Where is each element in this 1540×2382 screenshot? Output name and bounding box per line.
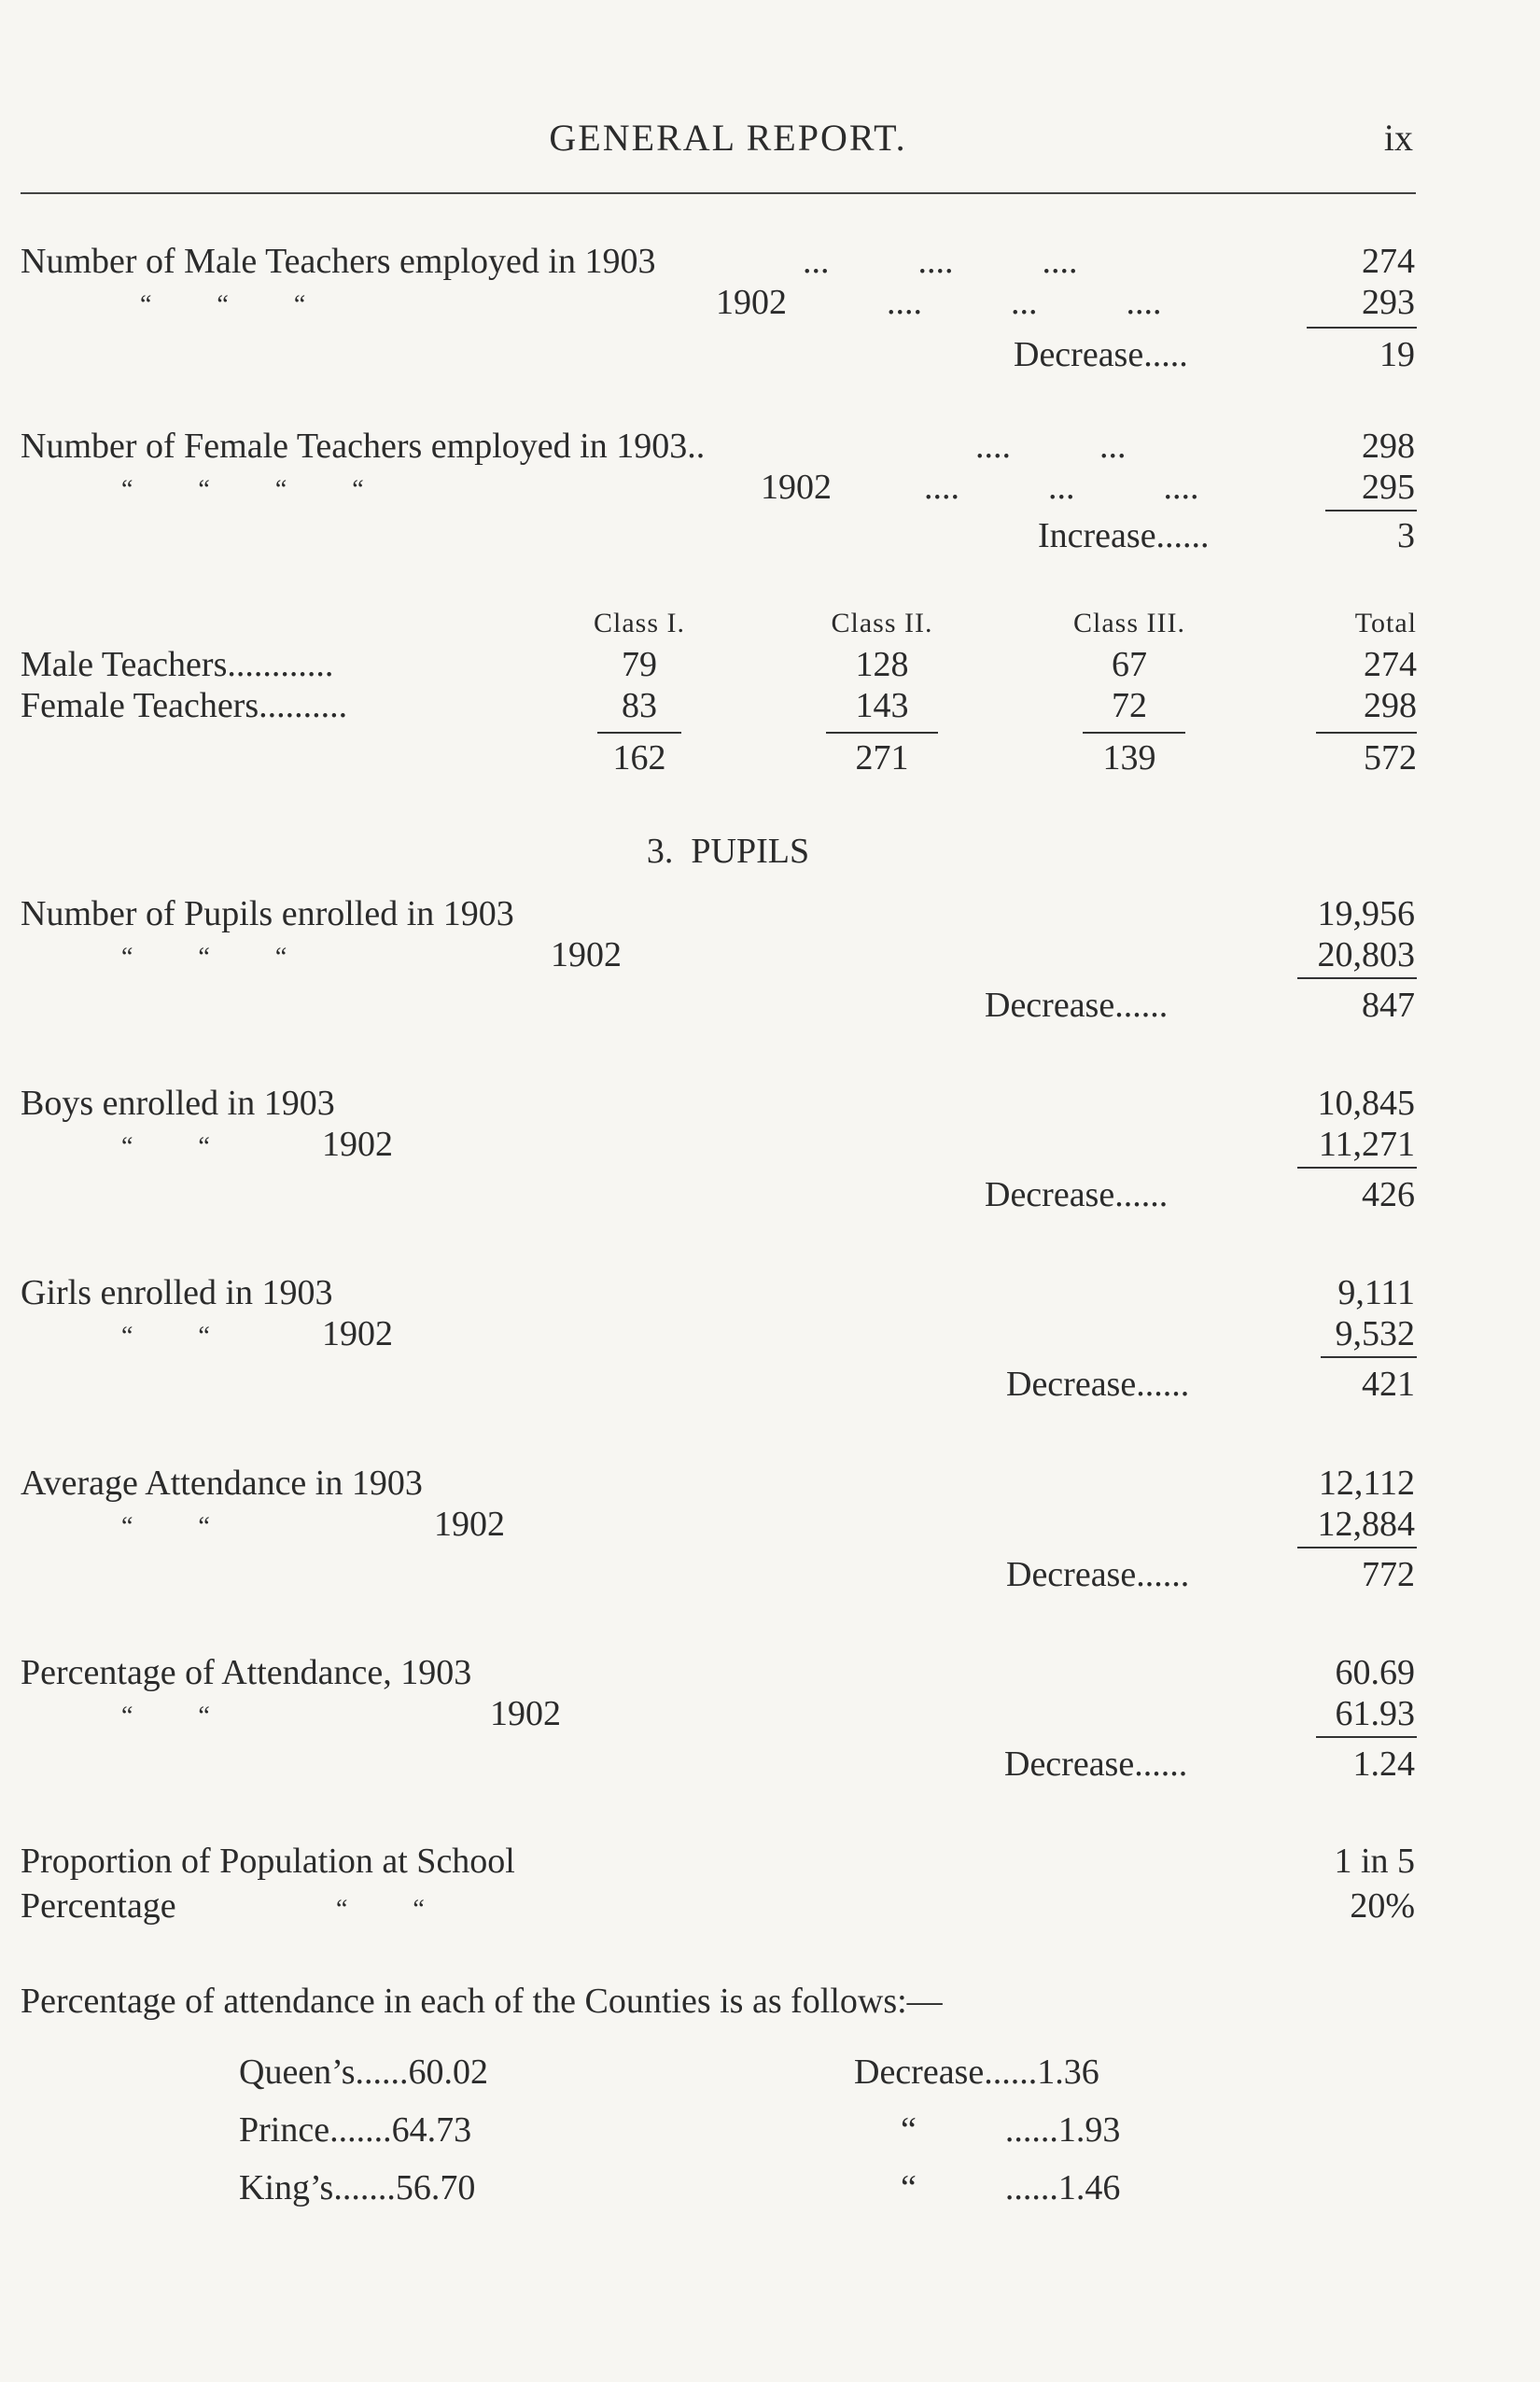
class-row-male-label: Male Teachers............ xyxy=(21,645,334,684)
pupil-row-1902-value: 11,271 xyxy=(1318,1125,1415,1164)
pupil-row-1902-year: 1902 xyxy=(322,1125,393,1164)
pupil-row-1902-year: 1902 xyxy=(490,1694,561,1733)
county-kings-change: “ ......1.46 xyxy=(901,2168,1121,2207)
pupil-row-1903-value: 19,956 xyxy=(1317,894,1415,933)
pupil-row-ditto: “ “ xyxy=(121,1132,210,1161)
male-teachers-decrease-label: Decrease..... xyxy=(1014,335,1188,374)
county-queens: Queen’s......60.02 xyxy=(239,2053,489,2092)
pupil-row-1903-label: Girls enrolled in 1903 xyxy=(21,1273,333,1312)
class-row-male-total: 274 xyxy=(1364,645,1417,684)
pupil-row-sum-rule xyxy=(1316,1736,1417,1738)
class-total-c3: 139 xyxy=(1102,738,1156,778)
pupil-row-sum-rule xyxy=(1321,1356,1417,1358)
population-percentage-ditto: “ “ xyxy=(336,1895,425,1924)
pupil-row-ditto: “ “ xyxy=(121,1512,210,1541)
pupil-row-decrease-label: Decrease...... xyxy=(1006,1555,1190,1594)
class-header-2: Class II. xyxy=(831,608,933,638)
pupil-row-sum-rule xyxy=(1297,1167,1417,1169)
pupil-row-1902-year: 1902 xyxy=(551,935,622,974)
pupil-row-decrease-value: 772 xyxy=(1362,1555,1415,1594)
pupil-row-1902-value: 12,884 xyxy=(1317,1505,1415,1544)
county-kings: King’s.......56.70 xyxy=(239,2168,476,2207)
male-teachers-decrease-value: 19 xyxy=(1379,335,1415,374)
class-row-male-c1: 79 xyxy=(622,645,657,684)
male-teachers-sum-rule xyxy=(1307,327,1417,329)
class-total-c2: 271 xyxy=(855,738,909,778)
pupil-row-1903-label: Boys enrolled in 1903 xyxy=(21,1084,335,1123)
pupil-row-ditto: “ “ xyxy=(121,1702,210,1730)
pupil-row-decrease-value: 1.24 xyxy=(1352,1744,1415,1784)
class-header-total: Total xyxy=(1354,608,1417,638)
page-title: GENERAL REPORT. xyxy=(549,117,907,159)
male-teachers-1903-value: 274 xyxy=(1362,242,1415,281)
class-row-female-label: Female Teachers.......... xyxy=(21,686,348,725)
class-total-grand: 572 xyxy=(1364,738,1417,778)
female-teachers-ditto: “ “ “ “ xyxy=(121,475,364,504)
pupil-row-decrease-label: Decrease...... xyxy=(1004,1744,1188,1784)
female-teachers-1902-value: 295 xyxy=(1362,468,1415,507)
pupil-row-1903-value: 10,845 xyxy=(1317,1084,1415,1123)
female-teachers-1903-label: Number of Female Teachers employed in 1903.. xyxy=(21,427,706,466)
pupil-row-1903-value: 12,112 xyxy=(1318,1464,1415,1503)
class-total-rule xyxy=(1316,732,1417,734)
page-number: ix xyxy=(1383,117,1413,159)
female-teachers-increase-label: Increase...... xyxy=(1038,516,1210,555)
class-row-female-total: 298 xyxy=(1364,686,1417,725)
female-teachers-sum-rule xyxy=(1325,510,1417,511)
pupil-row-1902-year: 1902 xyxy=(434,1505,505,1544)
pupil-row-decrease-value: 421 xyxy=(1362,1365,1415,1404)
female-teachers-1903-value: 298 xyxy=(1362,427,1415,466)
population-proportion-label: Proportion of Population at School xyxy=(21,1842,515,1881)
county-prince-change: “ ......1.93 xyxy=(901,2110,1121,2150)
pupil-row-decrease-label: Decrease...... xyxy=(985,1175,1169,1214)
class-col1-rule xyxy=(597,732,681,734)
pupil-row-1903-label: Percentage of Attendance, 1903 xyxy=(21,1653,472,1692)
male-teachers-ditto: “ “ “ xyxy=(140,290,306,319)
section-title: 3. PUPILS xyxy=(646,832,810,871)
male-teachers-1902-year: 1902 xyxy=(716,283,787,322)
class-row-male-c3: 67 xyxy=(1112,645,1147,684)
class-row-female-c1: 83 xyxy=(622,686,657,725)
class-row-female-c3: 72 xyxy=(1112,686,1147,725)
header-rule xyxy=(21,192,1416,194)
pupil-row-sum-rule xyxy=(1297,1547,1417,1548)
female-teachers-1902-year: 1902 xyxy=(761,468,832,507)
class-header-3: Class III. xyxy=(1073,608,1185,638)
male-teachers-1902-leader: .... ... .... xyxy=(887,283,1162,322)
male-teachers-1903-leader: ... .... .... xyxy=(803,242,1078,281)
pupil-row-1902-value: 61.93 xyxy=(1335,1694,1415,1733)
class-row-male-c2: 128 xyxy=(855,645,909,684)
class-header-1: Class I. xyxy=(594,608,685,638)
pupil-row-1902-value: 9,532 xyxy=(1335,1314,1415,1353)
class-total-c1: 162 xyxy=(612,738,666,778)
pupil-row-1903-value: 60.69 xyxy=(1335,1653,1415,1692)
population-percentage-value: 20% xyxy=(1350,1886,1415,1926)
pupil-row-decrease-label: Decrease...... xyxy=(1006,1365,1190,1404)
female-teachers-increase-value: 3 xyxy=(1397,516,1415,555)
class-col3-rule xyxy=(1083,732,1185,734)
class-row-female-c2: 143 xyxy=(855,686,909,725)
pupil-row-1903-label: Average Attendance in 1903 xyxy=(21,1464,423,1503)
female-teachers-1902-leader: .... ... .... xyxy=(924,468,1199,507)
counties-intro: Percentage of attendance in each of the Counties is as follows:— xyxy=(21,1982,943,2021)
pupil-row-1902-value: 20,803 xyxy=(1317,935,1415,974)
pupil-row-decrease-label: Decrease...... xyxy=(985,986,1169,1025)
male-teachers-1903-label: Number of Male Teachers employed in 1903 xyxy=(21,242,656,281)
county-prince: Prince.......64.73 xyxy=(239,2110,472,2150)
pupil-row-decrease-value: 847 xyxy=(1362,986,1415,1025)
pupil-row-ditto: “ “ “ xyxy=(121,943,287,972)
pupil-row-ditto: “ “ xyxy=(121,1322,210,1351)
population-percentage-label: Percentage xyxy=(21,1886,176,1926)
male-teachers-1902-value: 293 xyxy=(1362,283,1415,322)
class-col2-rule xyxy=(826,732,938,734)
pupil-row-1903-label: Number of Pupils enrolled in 1903 xyxy=(21,894,514,933)
pupil-row-sum-rule xyxy=(1297,977,1417,979)
pupil-row-1903-value: 9,111 xyxy=(1337,1273,1415,1312)
county-queens-change: Decrease......1.36 xyxy=(854,2053,1099,2092)
population-proportion-value: 1 in 5 xyxy=(1334,1842,1415,1881)
pupil-row-decrease-value: 426 xyxy=(1362,1175,1415,1214)
pupil-row-1902-year: 1902 xyxy=(322,1314,393,1353)
female-teachers-1903-leader: .... ... xyxy=(975,427,1127,466)
